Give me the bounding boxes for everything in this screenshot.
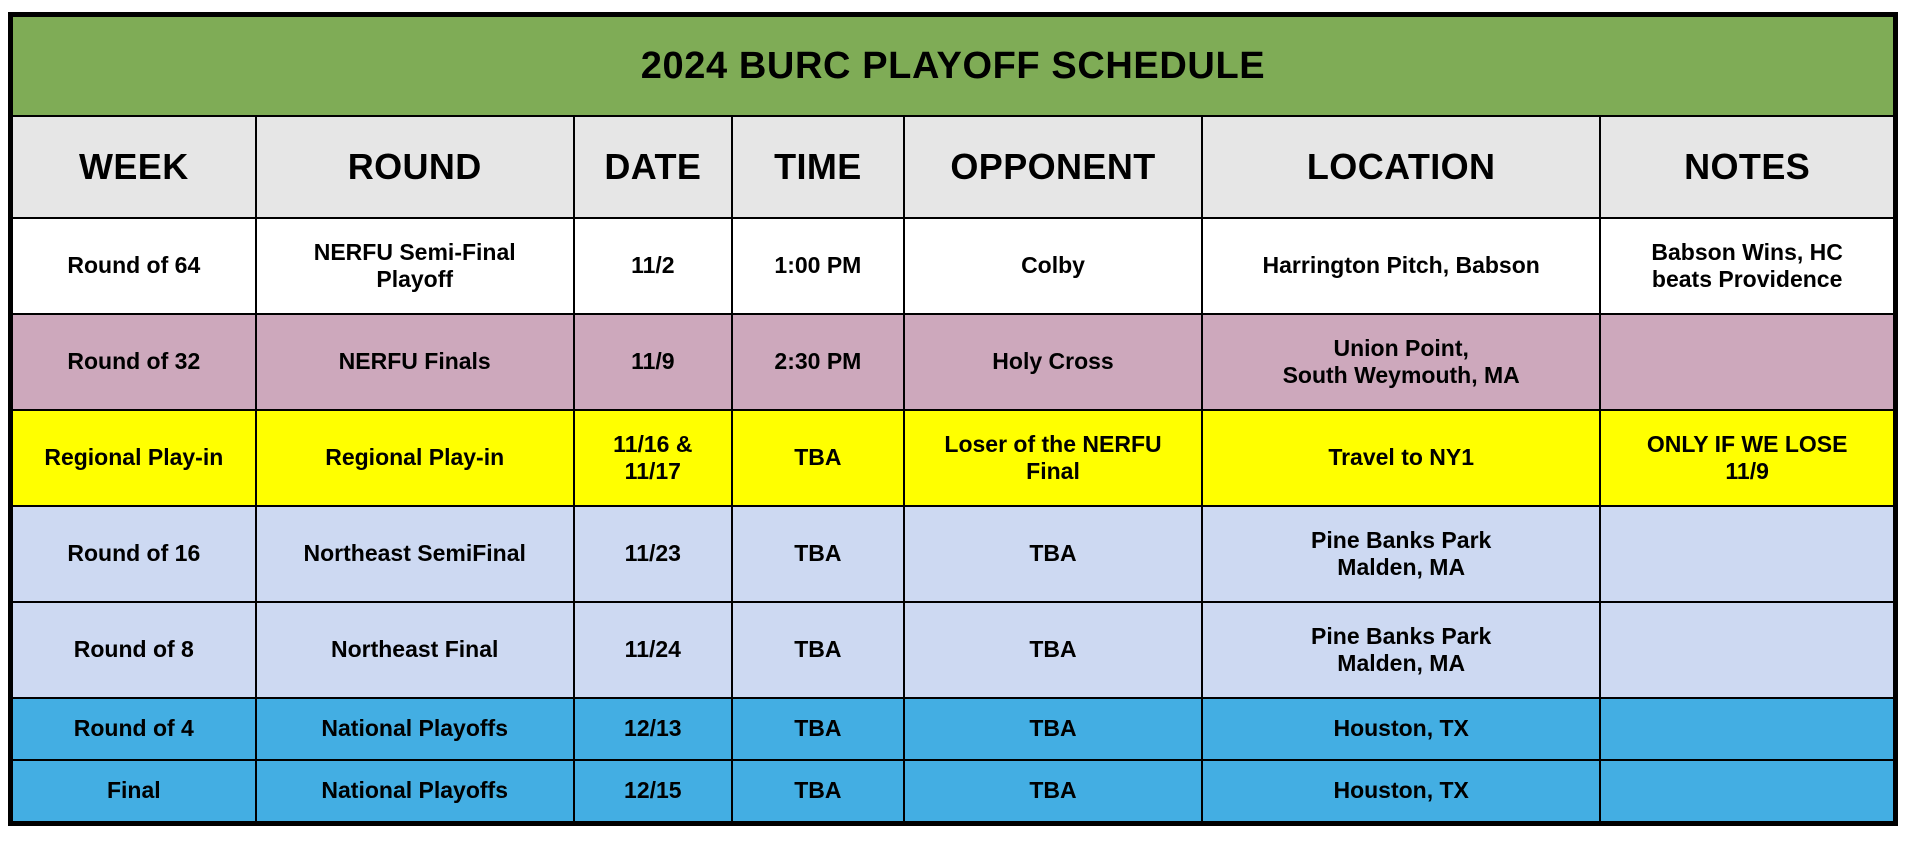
column-header-opponent: OPPONENT [904,116,1202,218]
cell-location: Houston, TX [1202,760,1600,824]
cell-location-line1: Travel to NY1 [1328,444,1475,471]
cell-round-line1: NERFU Finals [338,348,491,375]
cell-date-line1: 11/9 [631,348,675,375]
column-header-time: TIME [732,116,904,218]
cell-date [574,218,732,314]
cell-location [1202,218,1600,314]
cell-location [1202,602,1600,698]
page-title: 2024 BURC PLAYOFF SCHEDULE [11,15,1896,117]
table-row [11,314,1896,410]
cell-round [256,506,574,602]
cell-round [256,602,574,698]
cell-date: 12/15 [574,760,732,824]
cell-time: 1:00 PM [732,218,904,314]
table-row [11,410,1896,506]
cell-location-line1: Pine Banks Park [1311,622,1492,649]
cell-date [574,506,732,602]
cell-opponent-line1: Loser of the NERFU [944,430,1162,457]
cell-date-line2: 11/17 [624,458,681,484]
cell-notes-line2: 11/9 [1725,458,1769,484]
cell-week: Round of 64 [11,218,256,314]
column-header-week: WEEK [11,116,256,218]
cell-week: Regional Play-in [11,410,256,506]
cell-week: Final [11,760,256,824]
cell-time: TBA [732,698,904,760]
column-header-notes: NOTES [1600,116,1895,218]
cell-time: TBA [732,760,904,824]
cell-location-line2: Malden, MA [1337,554,1466,580]
column-header-location: LOCATION [1202,116,1600,218]
cell-week: Round of 8 [11,602,256,698]
table-row [11,602,1896,698]
cell-notes-line1: ONLY IF WE LOSE [1646,430,1848,457]
cell-opponent [904,602,1202,698]
table-row [11,506,1896,602]
cell-date-line1: 11/24 [624,636,681,663]
table-row [11,218,1896,314]
cell-week: Round of 16 [11,506,256,602]
cell-opponent-line1: Colby [1021,252,1085,279]
cell-notes [1600,218,1895,314]
table-title-row [11,15,1896,117]
cell-week: Round of 4 [11,698,256,760]
cell-round: National Playoffs [256,698,574,760]
cell-location [1202,314,1600,410]
table-row [11,698,1896,760]
cell-opponent [904,314,1202,410]
column-header-round: ROUND [256,116,574,218]
cell-location-line2: Malden, MA [1337,650,1466,676]
cell-location: Houston, TX [1202,698,1600,760]
cell-round [256,410,574,506]
cell-date-line1: 11/2 [631,252,675,279]
cell-opponent-line1: Holy Cross [992,348,1114,375]
cell-opponent: TBA [904,760,1202,824]
cell-round-line2: Playoff [376,266,454,292]
cell-round-line1: Regional Play-in [325,444,505,471]
cell-opponent: TBA [904,698,1202,760]
cell-location [1202,410,1600,506]
column-header-date: DATE [574,116,732,218]
cell-notes [1600,602,1895,698]
cell-location [1202,506,1600,602]
cell-date [574,602,732,698]
cell-opponent [904,218,1202,314]
cell-date-line1: 11/23 [624,540,681,567]
cell-date: 12/13 [574,698,732,760]
table-row [11,760,1896,824]
cell-notes-line2: beats Providence [1651,266,1843,292]
cell-location-line1: Pine Banks Park [1311,526,1492,553]
cell-round-line1: Northeast Final [330,636,499,663]
cell-location-line2: South Weymouth, MA [1282,362,1520,388]
cell-date-line1: 11/16 & [613,430,693,457]
playoff-schedule-table [8,12,1898,826]
cell-location-line1: Harrington Pitch, Babson [1262,252,1540,279]
cell-round-line1: NERFU Semi-Final [313,238,516,265]
cell-round-line1: Northeast SemiFinal [303,540,526,567]
cell-opponent-line1: TBA [1029,540,1077,567]
cell-time: 2:30 PM [732,314,904,410]
cell-round: National Playoffs [256,760,574,824]
cell-time: TBA [732,410,904,506]
cell-time: TBA [732,506,904,602]
cell-round [256,218,574,314]
table-header-row [11,116,1896,218]
cell-notes [1600,506,1895,602]
cell-date [574,314,732,410]
cell-opponent-line2: Final [1026,458,1080,484]
cell-notes [1600,698,1895,760]
cell-notes [1600,314,1895,410]
cell-notes [1600,410,1895,506]
cell-notes-line1: Babson Wins, HC [1651,238,1843,265]
cell-time: TBA [732,602,904,698]
cell-round [256,314,574,410]
cell-date [574,410,732,506]
cell-notes [1600,760,1895,824]
cell-week: Round of 32 [11,314,256,410]
cell-opponent [904,410,1202,506]
cell-opponent [904,506,1202,602]
cell-opponent-line1: TBA [1029,636,1077,663]
cell-location-line1: Union Point, [1333,334,1469,361]
